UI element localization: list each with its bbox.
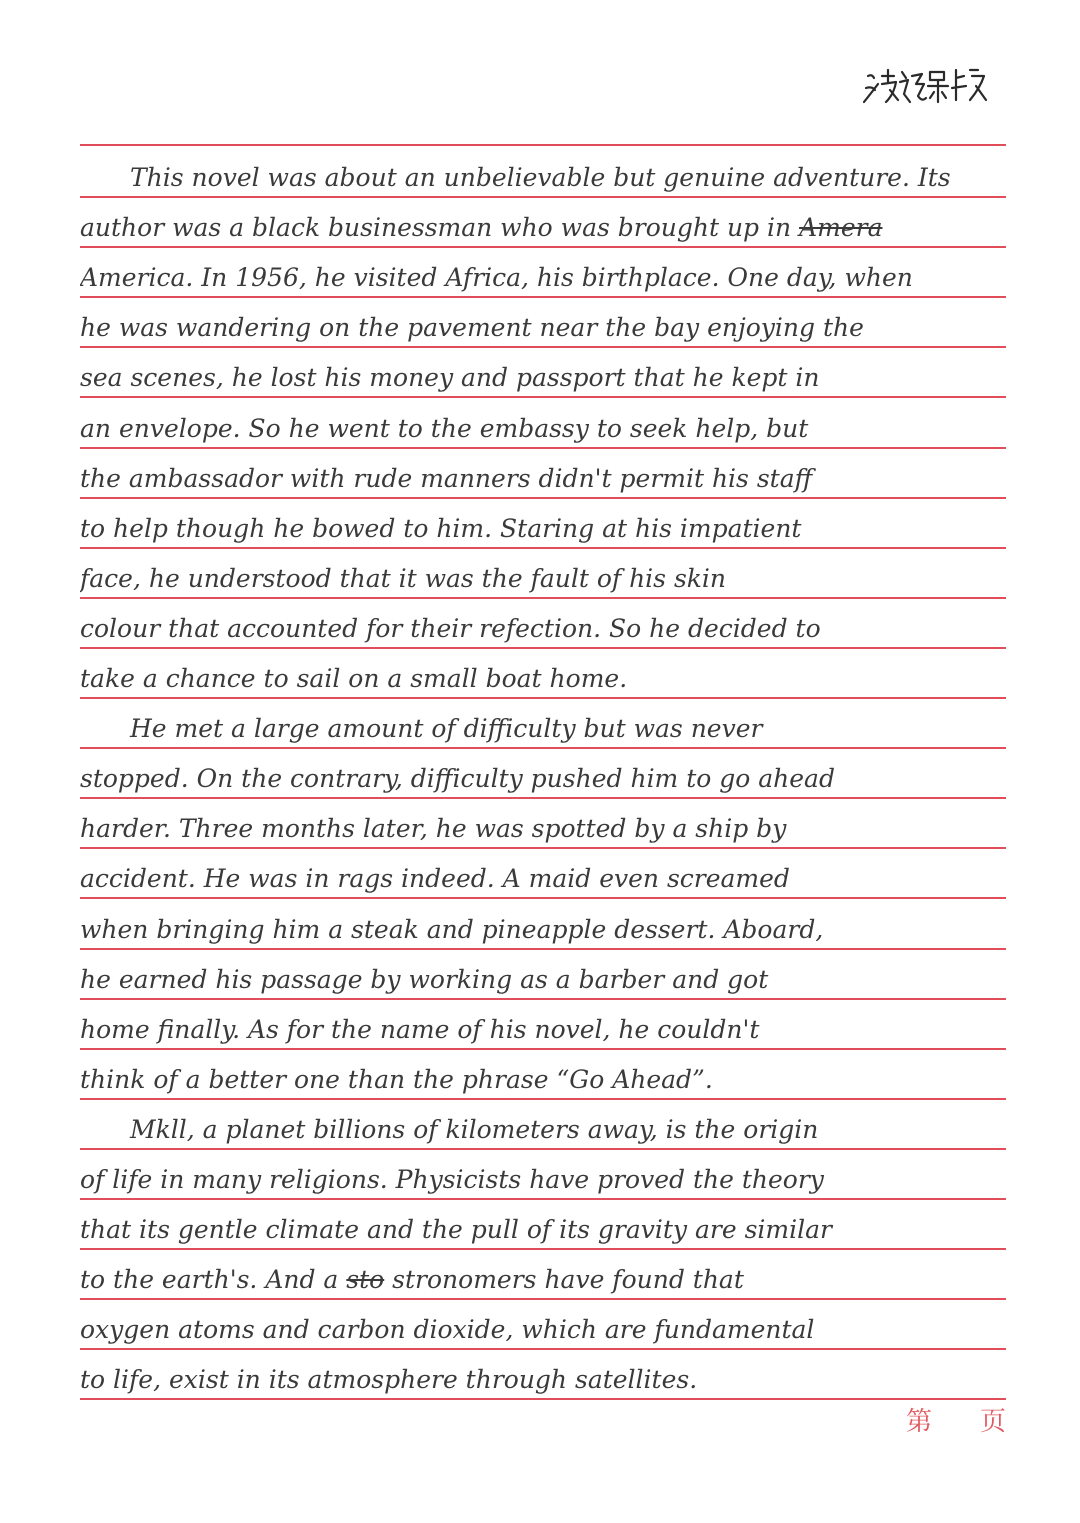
line-text: stopped. On the contrary, difficulty pushed him to go ahead [80, 764, 835, 793]
line-text: author was a black businessman who was brought up in [80, 213, 800, 242]
text-line [80, 910, 1006, 950]
ruled-line [80, 747, 1006, 749]
text-line [80, 1010, 1006, 1050]
line-text-after: stronomers have found that [384, 1265, 744, 1294]
line-text: oxygen atoms and carbon dioxide, which are fundamental [80, 1315, 815, 1344]
ruled-line [80, 497, 1006, 499]
ruled-line [80, 897, 1006, 899]
ruled-line [80, 1248, 1006, 1250]
text-line [80, 1160, 1006, 1200]
line-text: to the earth's. And a [80, 1265, 347, 1294]
struck-out-word: sto [346, 1265, 385, 1294]
line-text: sea scenes, he lost his money and passport that he kept in [80, 363, 820, 392]
text-line [80, 709, 1006, 749]
ruled-line [80, 547, 1006, 549]
line-text: face, he understood that it was the fault of his skin [80, 564, 727, 593]
ruled-line [80, 246, 1006, 248]
ruled-line [80, 1398, 1006, 1400]
text-line [80, 960, 1006, 1000]
line-text: He met a large amount of difficulty but was never [130, 714, 763, 743]
text-line [80, 1310, 1006, 1350]
ruled-line [80, 447, 1006, 449]
ruled-line [80, 1348, 1006, 1350]
text-line [80, 609, 1006, 649]
top-rule [80, 144, 1006, 146]
ruled-line [80, 948, 1006, 950]
text-line [80, 1110, 1006, 1150]
text-line [80, 158, 1006, 198]
text-line [80, 659, 1006, 699]
line-text: when bringing him a steak and pineapple dessert. Aboard, [80, 915, 824, 944]
text-line [80, 1360, 1006, 1400]
ruled-line [80, 1298, 1006, 1300]
line-text: the ambassador with rude manners didn't permit his staff [80, 464, 813, 493]
line-text: home finally. As for the name of his novel, he couldn't [80, 1015, 760, 1044]
line-text: colour that accounted for their refection. So he decided to [80, 614, 821, 643]
text-line [80, 1260, 1006, 1300]
page-number-footer [906, 1402, 1006, 1442]
text-line [80, 409, 1006, 449]
ruled-line [80, 998, 1006, 1000]
ruled-line [80, 1048, 1006, 1050]
text-line [80, 308, 1006, 348]
line-text: to help though he bowed to him. Staring at his impatient [80, 514, 802, 543]
text-line [80, 208, 1006, 248]
line-text: accident. He was in rags indeed. A maid even screamed [80, 864, 790, 893]
ruled-line [80, 597, 1006, 599]
text-line [80, 459, 1006, 499]
line-text: he earned his passage by working as a barber and got [80, 965, 769, 994]
ruled-line [80, 1148, 1006, 1150]
text-line [80, 1060, 1006, 1100]
line-text: that its gentle climate and the pull of its gravity are similar [80, 1215, 832, 1244]
text-line [80, 509, 1006, 549]
footer-ye: 页 [979, 1407, 1006, 1437]
ruled-line [80, 847, 1006, 849]
text-line [80, 859, 1006, 899]
line-text: to life, exist in its atmosphere through satellites. [80, 1365, 698, 1394]
line-text: harder. Three months later, he was spotted by a ship by [80, 814, 787, 843]
ruled-line [80, 296, 1006, 298]
struck-out-word: Amera [799, 213, 883, 242]
line-text: he was wandering on the pavement near the bay enjoying the [80, 313, 864, 342]
line-text: an envelope. So he went to the embassy to seek help, but [80, 414, 809, 443]
text-line [80, 759, 1006, 799]
line-text: think of a better one than the phrase “Go Ahead”. [80, 1065, 713, 1094]
ruled-line [80, 797, 1006, 799]
ruled-line [80, 346, 1006, 348]
text-line [80, 809, 1006, 849]
line-text: take a chance to sail on a small boat home. [80, 664, 628, 693]
ruled-line [80, 1098, 1006, 1100]
line-text: This novel was about an unbelievable but genuine adventure. Its [130, 163, 951, 192]
line-text: America. In 1956, he visited Africa, his birthplace. One day, when [80, 263, 913, 292]
line-text: of life in many religions. Physicists have proved the theory [80, 1165, 824, 1194]
text-line [80, 559, 1006, 599]
line-text: Mkll, a planet billions of kilometers away, is the origin [130, 1115, 819, 1144]
ruled-line [80, 647, 1006, 649]
text-line [80, 258, 1006, 298]
ruled-line [80, 396, 1006, 398]
footer-di: 第 [906, 1407, 933, 1437]
text-line [80, 358, 1006, 398]
author-signature [860, 62, 990, 108]
ruled-line [80, 1198, 1006, 1200]
text-line [80, 1210, 1006, 1250]
ruled-line [80, 196, 1006, 198]
ruled-line [80, 697, 1006, 699]
